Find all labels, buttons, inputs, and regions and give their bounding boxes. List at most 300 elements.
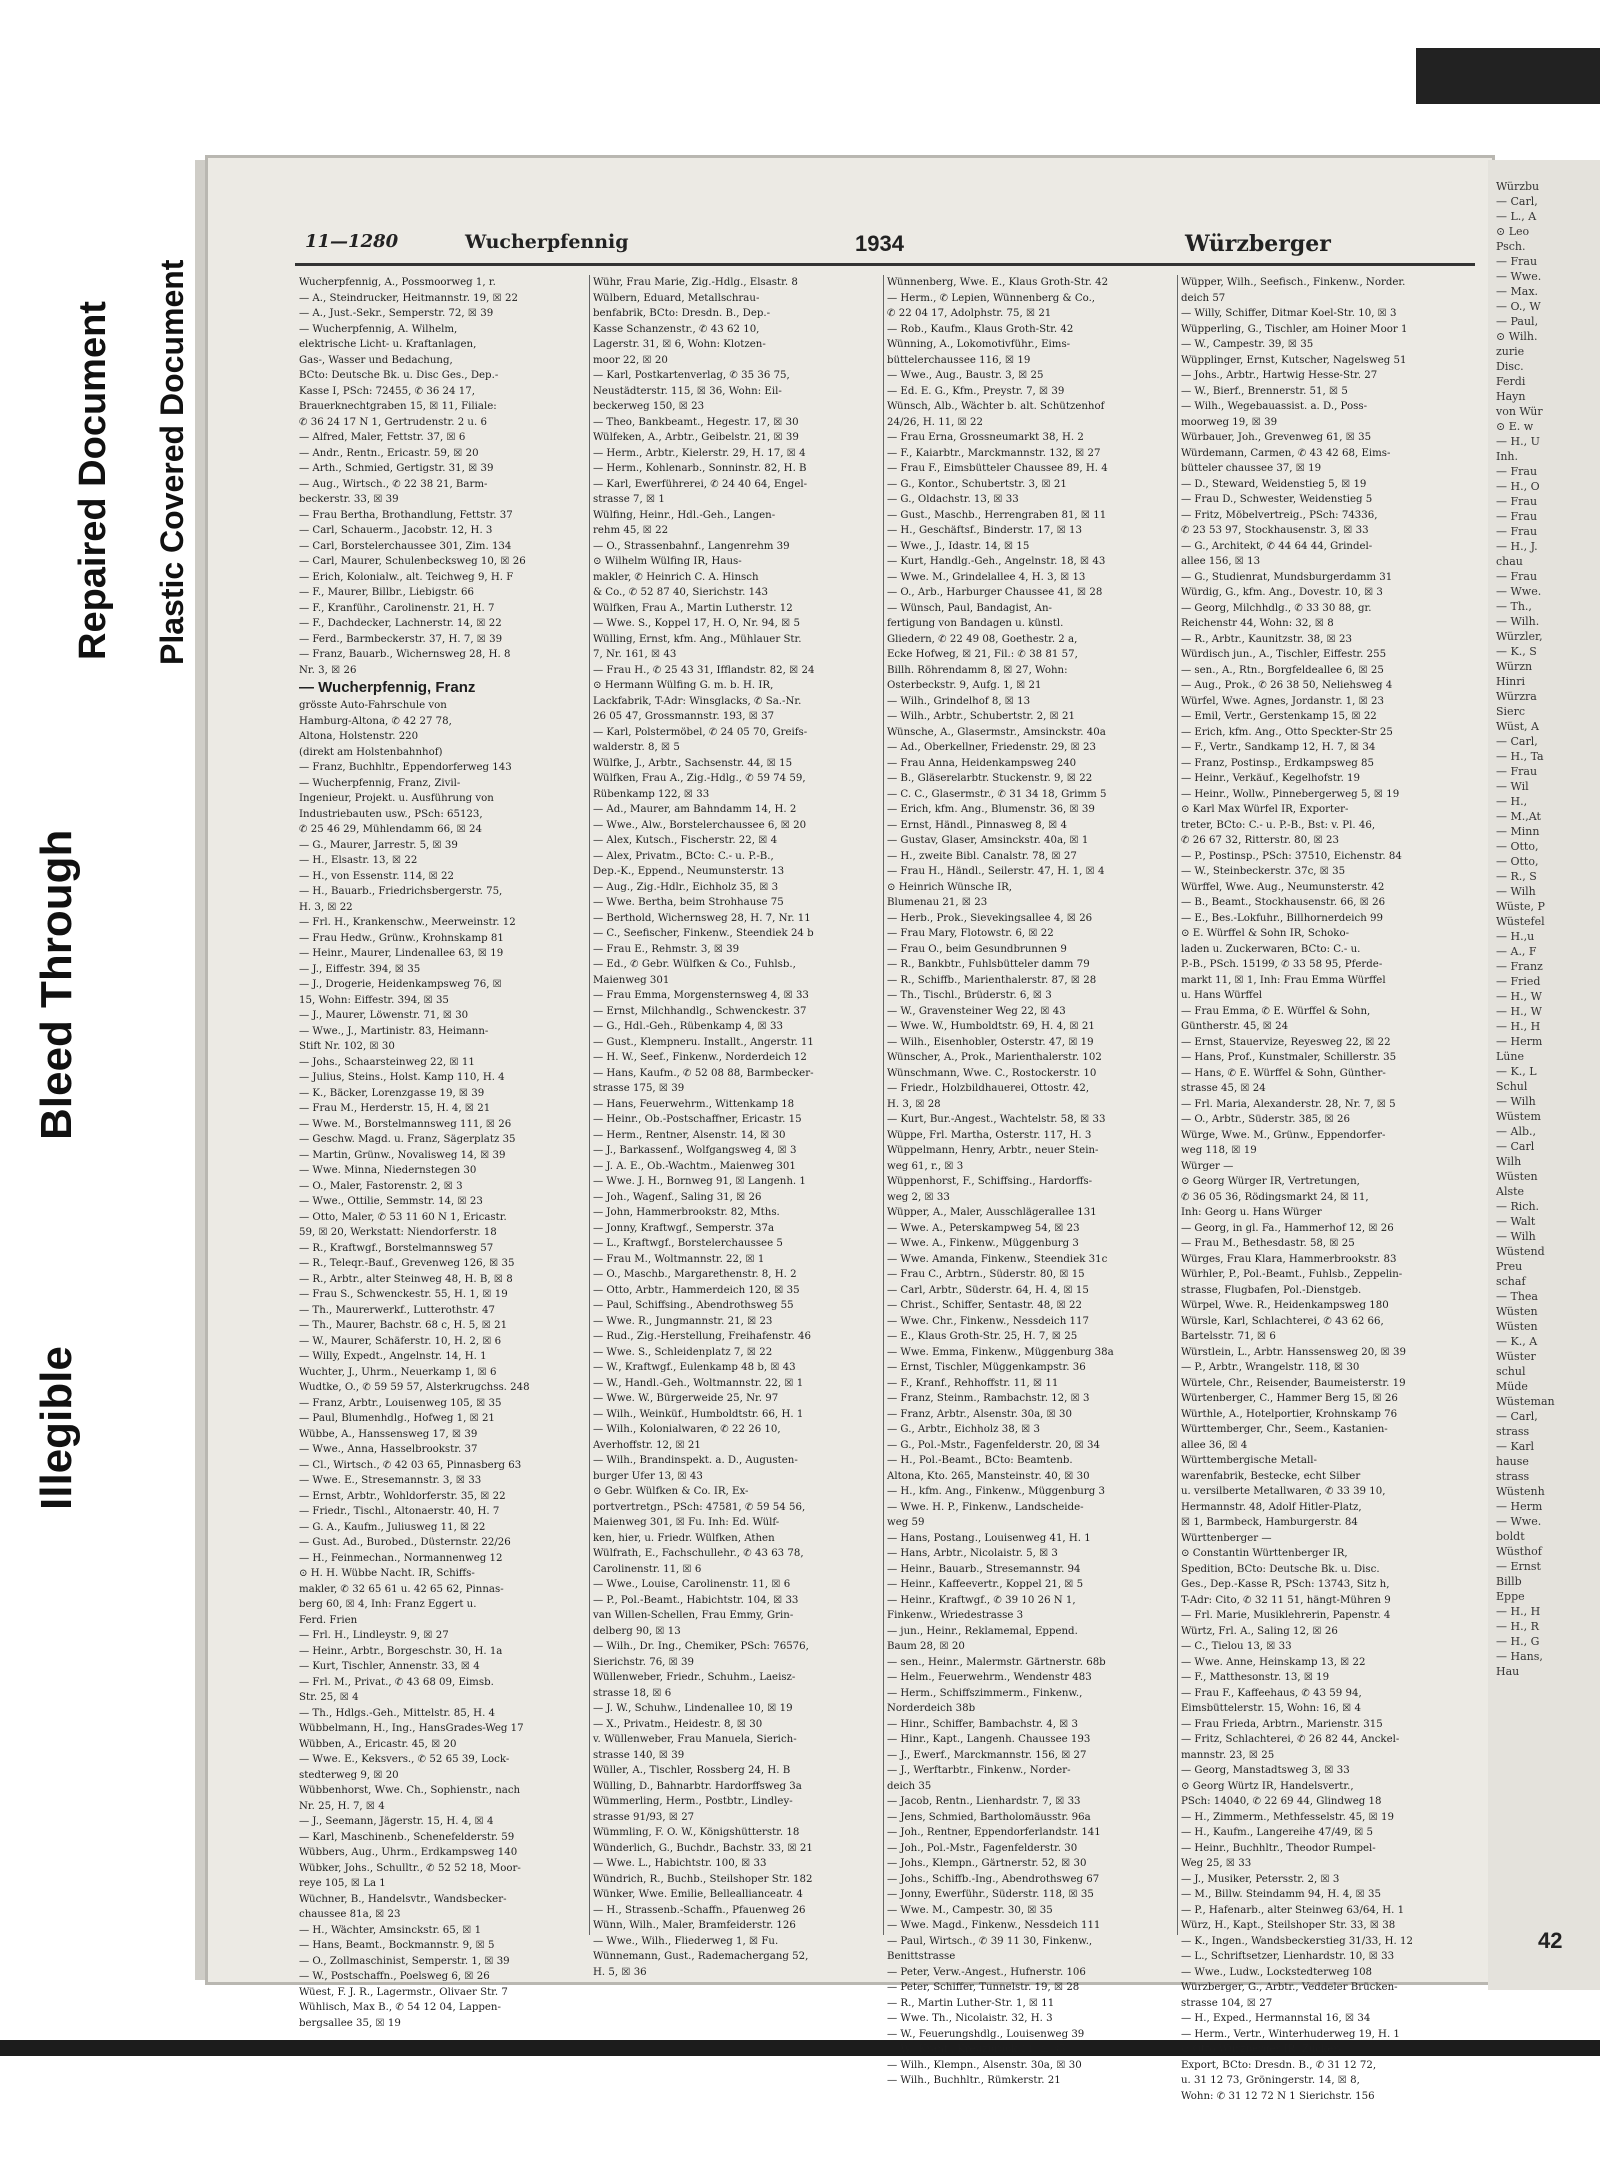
directory-entry-line: — Herm., Vertr., Winterhuderweg 19, H. 1 <box>1181 2028 1400 2040</box>
directory-entry-line: Würthle, A., Hotelportier, Krohnskamp 76 <box>1181 1408 1398 1420</box>
directory-entry-line: — Paul, Blumenhdlg., Hofweg 1, ☒ 21 <box>299 1413 495 1424</box>
directory-entry-line: — H., kfm. Ang., Finkenw., Müggenburg 3 <box>887 1486 1105 1497</box>
directory-entry-line: Kasse I, PSch: 72455, ✆ 36 24 17, <box>299 385 475 397</box>
directory-entry-line: Billh. Röhrendamm 8, ☒ 27, Wohn: <box>887 664 1068 676</box>
directory-entry-line: 7, Nr. 161, ☒ 43 <box>593 649 677 660</box>
directory-entry-line: moor 22, ☒ 20 <box>593 354 668 366</box>
directory-entry-line: Würsle, Karl, Schlachterei, ✆ 43 62 66, <box>1181 1315 1384 1327</box>
adjacent-page-fragment: — Wilh <box>1496 1095 1536 1108</box>
directory-entry-line: — Otto, Maler, ✆ 53 11 60 N 1, Ericastr. <box>299 1211 507 1223</box>
directory-entry-line: ✆ 23 53 97, Stockhausenstr. 3, ☒ 33 <box>1181 525 1369 536</box>
directory-entry-line: ✆ 22 04 17, Adolphstr. 75, ☒ 21 <box>887 308 1052 319</box>
directory-entry-line: — Wwe. Th., Nicolaistr. 32, H. 3 <box>887 2013 1053 2024</box>
directory-entry-line: — F., Dachdecker, Lachnerstr. 14, ☒ 22 <box>299 618 502 629</box>
adjacent-page-fragment: — Otto, <box>1496 840 1539 853</box>
adjacent-page-fragment: — Frau <box>1496 525 1538 538</box>
directory-entry-line: deich 57 <box>1181 292 1226 304</box>
adjacent-page-fragment: — Frau <box>1496 570 1538 583</box>
directory-entry-line: Carolinenstr. 11, ☒ 6 <box>593 1563 702 1575</box>
directory-entry-line: Maienweg 301, ☒ Fu. Inh: Ed. Wülf- <box>593 1517 780 1528</box>
directory-entry-line: — Th., Maurerwerkf., Lutterothstr. 47 <box>299 1304 495 1316</box>
adjacent-page-fragment: — Frau <box>1496 765 1538 778</box>
directory-entry-line: bergsallee 35, ☒ 19 <box>299 2017 401 2029</box>
directory-entry-line: chaussee 81a, ☒ 23 <box>299 1909 401 1920</box>
directory-entry-line: — J., Eiffestr. 394, ☒ 35 <box>299 963 421 975</box>
directory-entry-line: Wülfken, Frau A., Zig.-Hdlg., ✆ 59 74 59, <box>593 773 806 784</box>
directory-entry-line: deich 35 <box>887 1780 932 1792</box>
directory-entry-line: Würffel, Wwe. Aug., Neumunsterstr. 42 <box>1181 881 1385 893</box>
directory-entry-line: — J., Seemann, Jägerstr. 15, H. 4, ☒ 4 <box>299 1816 494 1827</box>
adjacent-page-fragment: Wilh <box>1496 1155 1522 1168</box>
directory-entry-line: Wünschmann, Wwe. C., Rostockerstr. 10 <box>887 1067 1097 1079</box>
directory-entry-line: — F., Matthesonstr. 13, ☒ 19 <box>1181 1672 1330 1683</box>
directory-entry-line: 26 05 47, Grossmannstr. 193, ☒ 37 <box>593 711 775 722</box>
directory-entry-line: Würdemann, Carmen, ✆ 43 42 68, Eims- <box>1181 447 1391 459</box>
directory-entry-line: — Wwe., Wilh., Fliederweg 1, ☒ Fu. <box>593 1935 779 1947</box>
directory-entry-line: — F., Kranführ., Carolinenstr. 21, H. 7 <box>299 602 495 614</box>
directory-entry-line: Str. 25, ☒ 4 <box>299 1692 359 1703</box>
adjacent-page-fragment: schaf <box>1496 1275 1526 1288</box>
adjacent-page-fragment: — H., W <box>1496 990 1542 1003</box>
column-2 <box>593 275 879 1978</box>
directory-entry-line: Wüppenhorst, F., Schiffsing., Hardorffs- <box>887 1176 1093 1187</box>
directory-entry-line: — Alfred, Maler, Fettstr. 37, ☒ 6 <box>299 432 466 443</box>
directory-entry-line: — Karl, Maschinenb., Schenefelderstr. 59 <box>299 1831 515 1843</box>
directory-entry-line: — Friedr., Tischl., Altonaerstr. 40, H. 7 <box>299 1506 500 1517</box>
directory-entry-line: — G., Kontor., Schubertstr. 3, ☒ 21 <box>887 478 1067 490</box>
directory-entry-line: — Hans, Prof., Kunstmaler, Schillerstr. 35 <box>1181 1052 1397 1063</box>
directory-entry-line: beckerstr. 33, ☒ 39 <box>299 494 399 505</box>
directory-entry-line: Eimsbüttelerstr. 15, Wohn: 16, ☒ 4 <box>1181 1703 1362 1714</box>
directory-entry-line: — Franz, Steinm., Rambachstr. 12, ☒ 3 <box>887 1393 1090 1404</box>
directory-entry-line: — Ferd., Barmbeckerstr. 37, H. 7, ☒ 39 <box>299 633 503 645</box>
directory-entry-line: Sierichstr. 76, ☒ 39 <box>593 1656 694 1668</box>
adjacent-page-fragment: — H., R <box>1496 1620 1539 1633</box>
directory-entry-line: Würge, Wwe. M., Grünw., Eppendorfer- <box>1181 1129 1386 1141</box>
directory-entry-line: — Frau Emma, ✆ E. Würffel & Sohn, <box>1181 1005 1371 1017</box>
directory-entry-line: mannstr. 23, ☒ 25 <box>1181 1749 1275 1761</box>
directory-entry-line: — R., Kraftwgf., Borstelmannsweg 57 <box>299 1242 494 1254</box>
directory-entry-line: ⊙ Gebr. Wülfken & Co. IR, Ex- <box>593 1486 749 1497</box>
adjacent-page-fragment: — Frau <box>1496 255 1538 268</box>
directory-entry-line: — Frau E., Rehmstr. 3, ☒ 39 <box>593 943 740 955</box>
directory-entry-line: walderstr. 8, ☒ 5 <box>593 742 680 753</box>
directory-entry-line: Stift Nr. 102, ☒ 30 <box>299 1041 395 1052</box>
directory-entry-line: — Wilh., Grindelhof 8, ☒ 13 <box>887 695 1031 707</box>
adjacent-page-fragment: — Carl, <box>1496 735 1538 748</box>
directory-entry-line: — Gustav, Glaser, Amsinckstr. 40a, ☒ 1 <box>887 835 1089 846</box>
adjacent-page-fragment: — Paul, <box>1496 315 1539 328</box>
directory-entry-line: — Frl. M., Privat., ✆ 43 68 09, Eimsb. <box>299 1676 494 1688</box>
illegible-label: Illegible <box>32 1346 81 1510</box>
directory-entry-line: ⊙ Constantin Württenberger IR, <box>1181 1548 1348 1559</box>
directory-entry-line: 24/26, H. 11, ☒ 22 <box>887 416 983 428</box>
adjacent-page-fragment: Wüstenh <box>1496 1485 1545 1498</box>
directory-entry-line: — Wwe., Aug., Baustr. 3, ☒ 25 <box>887 370 1044 381</box>
directory-entry-line: — Willy, Schiffer, Ditmar Koel-Str. 10, ☒ 3 <box>1181 308 1397 319</box>
adjacent-page-fragment: strass <box>1496 1425 1530 1438</box>
plastic-covered-label: Plastic Covered Document <box>154 259 190 665</box>
directory-entry-line: strasse 18, ☒ 6 <box>593 1687 672 1699</box>
directory-entry-line: Wünnenberg, Wwe. E., Klaus Groth-Str. 42 <box>887 277 1109 288</box>
adjacent-page-fragment: — K., A <box>1496 1335 1538 1348</box>
directory-entry-line: allee 36, ☒ 4 <box>1181 1439 1248 1451</box>
directory-entry-line: — H., Geschäftsf., Binderstr. 17, ☒ 13 <box>887 525 1083 536</box>
directory-entry-line: Blumenau 21, ☒ 23 <box>887 897 988 908</box>
directory-entry-line: Württenberger — <box>1181 1532 1272 1544</box>
directory-entry-line: — Paul, Wirtsch., ✆ 39 11 30, Finkenw., <box>887 1935 1093 1947</box>
adjacent-page-fragment: — Wilh <box>1496 1230 1536 1243</box>
directory-entry-line: Württemberger, Chr., Seem., Kastanien- <box>1181 1424 1388 1435</box>
directory-entry-line: — H., Bauarb., Friedrichsbergerstr. 75, <box>299 886 503 897</box>
directory-entry-line: — Fritz, Schlachterei, ✆ 26 82 44, Anckel- <box>1181 1734 1400 1745</box>
directory-entry-line: — Herm., ✆ Lepien, Wünnenberg & Co., <box>887 292 1096 304</box>
directory-entry-line: — A., Steindrucker, Heitmannstr. 19, ☒ 22 <box>299 292 518 304</box>
directory-entry-line: — Th., Maurer, Bachstr. 68 c, H. 5, ☒ 21 <box>299 1320 508 1331</box>
directory-entry-line: 15, Wohn: Eiffestr. 394, ☒ 35 <box>299 994 449 1006</box>
directory-entry-line: — E., Bes.-Lokfuhr., Billhornerdeich 99 <box>1181 912 1383 924</box>
directory-entry-line: — Wwe. Amanda, Finkenw., Steendiek 31c <box>887 1253 1108 1265</box>
directory-entry-line: warenfabrik, Bestecke, echt Silber <box>1181 1470 1361 1482</box>
directory-entry-line: — H., Zimmerm., Methfesselstr. 45, ☒ 19 <box>1181 1811 1394 1823</box>
directory-entry-line: — Rob., Kaufm., Klaus Groth-Str. 42 <box>887 323 1074 335</box>
directory-entry-line: Ferd. Frien <box>299 1614 358 1626</box>
directory-entry-line: — Wwe. W., Bürgerweide 25, Nr. 97 <box>593 1393 779 1404</box>
header-year: 1934 <box>855 231 904 256</box>
bleed-through-label: Bleed Through <box>32 829 81 1140</box>
adjacent-page-fragment: — Frau <box>1496 465 1538 478</box>
adjacent-page-fragment: — A., F <box>1496 945 1537 958</box>
directory-entry-line: — H., Feinmechan., Normannenweg 12 <box>299 1552 503 1564</box>
directory-entry-line: allee 156, ☒ 13 <box>1181 556 1261 567</box>
directory-entry-line: — Georg, in gl. Fa., Hammerhof 12, ☒ 26 <box>1181 1222 1394 1234</box>
adjacent-page-fragment: — Rich. <box>1496 1200 1540 1213</box>
directory-entry-line: — Frau M., Herderstr. 15, H. 4, ☒ 21 <box>299 1103 491 1114</box>
adjacent-page-fragment: — Thea <box>1496 1290 1538 1303</box>
directory-entry-line: benfabrik, BCto: Dresdn. B., Dep.- <box>593 308 771 319</box>
directory-entry-line: — Franz, Postinsp., Erdkampsweg 85 <box>1181 757 1374 769</box>
directory-entry-line: — Carl, Maurer, Schulenbecksweg 10, ☒ 26 <box>299 556 526 567</box>
directory-entry-line: — H., von Essenstr. 114, ☒ 22 <box>299 870 454 882</box>
adjacent-page-fragment: — H., H <box>1496 1605 1541 1618</box>
directory-entry-line: — Hans, Beamt., Bockmannstr. 9, ☒ 5 <box>299 1940 495 1951</box>
directory-entry-line: beckerweg 150, ☒ 23 <box>593 401 705 412</box>
directory-entry-line: Wünning, A., Lokomotivführ., Eims- <box>887 339 1071 350</box>
directory-entry-line: — Arth., Schmied, Gertigstr. 31, ☒ 39 <box>299 463 494 474</box>
directory-entry-line: — G., Arbtr., Eichholz 38, ☒ 3 <box>887 1424 1041 1435</box>
directory-entry-line: — Alex, Kutsch., Fischerstr. 22, ☒ 4 <box>593 835 778 846</box>
directory-entry-line: — Hans, Postang., Louisenweg 41, H. 1 <box>887 1532 1091 1544</box>
adjacent-page-text <box>1488 160 1600 1680</box>
directory-entry-line: ✆ 36 05 36, Rödingsmarkt 24, ☒ 11, <box>1181 1191 1369 1203</box>
directory-entry-line: Inh: Georg u. Hans Würger <box>1181 1207 1322 1218</box>
adjacent-page-fragment: Wüsten <box>1496 1320 1538 1333</box>
directory-entry-line: 59, ☒ 20, Werkstatt: Niendorferstr. 18 <box>299 1227 497 1238</box>
adjacent-page-fragment: — H., U <box>1496 435 1540 448</box>
directory-entry-line: — Erich, Kolonialw., alt. Teichweg 9, H. F <box>299 571 514 583</box>
directory-entry-line: Wünsch, Alb., Wächter b. alt. Schützenhof <box>887 401 1105 412</box>
directory-entry-line: — Wwe. R., Jungmannstr. 21, ☒ 23 <box>593 1315 773 1327</box>
directory-entry-line: portvertretgn., PSch: 47581, ✆ 59 54 56, <box>593 1501 806 1513</box>
directory-entry-line: — Herm., Rentner, Alsenstr. 14, ☒ 30 <box>593 1129 786 1141</box>
directory-entry-line: — H., Strassenb.-Schaffn., Pfauenweg 26 <box>593 1904 806 1916</box>
adjacent-page-fragment: Lüne <box>1496 1050 1524 1063</box>
directory-entry-line: Maienweg 301 <box>593 974 670 986</box>
directory-entry-line: — Ad., Oberkellner, Friedenstr. 29, ☒ 23 <box>887 742 1096 753</box>
directory-entry-line: — Peter, Schiffer, Tunnelstr. 19, ☒ 28 <box>887 1982 1080 1993</box>
directory-entry-line: Würfel, Wwe. Agnes, Jordanstr. 1, ☒ 23 <box>1181 695 1384 707</box>
adjacent-page-fragment: von Wür <box>1496 405 1543 418</box>
directory-entry-line: — Wwe. S., Koppel 17, H. O, Nr. 94, ☒ 5 <box>593 618 800 629</box>
adjacent-page-fragment: Würzn <box>1496 660 1533 673</box>
adjacent-page-fragment: Würzbu <box>1496 180 1540 193</box>
directory-entry-line: — W., Feuerungshdlg., Louisenweg 39 <box>887 2028 1085 2040</box>
directory-entry-line: strasse 91/93, ☒ 27 <box>593 1811 695 1823</box>
directory-entry-line: — Johs., Schaarsteinweg 22, ☒ 11 <box>299 1056 475 1068</box>
directory-entry-line: — Wucherpfennig, Franz, Zivil- <box>299 777 461 789</box>
directory-entry-line: Wübbers, Aug., Uhrm., Erdkampsweg 140 <box>299 1847 518 1858</box>
directory-entry-line: ✆ 36 24 17 N 1, Gertrudenstr. 2 u. 6 <box>299 416 487 428</box>
directory-entry-line: — Wilh., Klempn., Alsenstr. 30a, ☒ 30 <box>887 2059 1082 2071</box>
directory-entry-line: Würdisch jun., A., Tischler, Eiffestr. 255 <box>1181 649 1387 660</box>
directory-entry-line: — Carl, Schauerm., Jacobstr. 12, H. 3 <box>299 525 493 536</box>
directory-entry-line: Würtz, Frl. A., Saling 12, ☒ 26 <box>1181 1625 1338 1637</box>
header-last-entry: Würzberger <box>1185 231 1331 257</box>
directory-entry-line: — Frau Bertha, Brothandlung, Fettstr. 37 <box>299 509 513 521</box>
directory-entry-line: H. 3, ☒ 22 <box>299 901 353 913</box>
adjacent-page-fragment: hause <box>1496 1455 1529 1468</box>
directory-entry-line: Wübben, A., Ericastr. 45, ☒ 20 <box>299 1738 457 1750</box>
directory-entry-line: — Frau C., Arbtrn., Süderstr. 80, ☒ 15 <box>887 1269 1085 1280</box>
directory-entry-line: — R., Bankbtr., Fuhlsbütteler damm 79 <box>887 959 1090 970</box>
directory-entry-line: — W., Campestr. 39, ☒ 35 <box>1181 339 1314 350</box>
directory-entry-line: ⊙ Wilhelm Wülfing IR, Haus- <box>593 556 742 567</box>
directory-entry-line: — Wwe. M., Campestr. 30, ☒ 35 <box>887 1904 1053 1916</box>
adjacent-page-fragment: Wüsteman <box>1496 1395 1555 1408</box>
directory-entry-line: — Wilh., Dr. Ing., Chemiker, PSch: 76576, <box>593 1641 809 1652</box>
directory-entry-line: — R., Teleqr.-Bauf., Grevenweg 126, ☒ 35 <box>299 1258 515 1269</box>
directory-entry-line: — Franz, Bauarb., Wichernsweg 28, H. 8 <box>299 649 511 660</box>
directory-page <box>205 155 1495 2102</box>
adjacent-page-fragment: — Herm <box>1496 1500 1543 1513</box>
directory-entry-line: — G., Studienrat, Mundsburgerdamm 31 <box>1181 571 1393 583</box>
directory-entry-line: — Frl. H., Krankenschw., Meerweinstr. 12 <box>299 917 516 928</box>
adjacent-page-fragment: Wüstend <box>1496 1245 1545 1258</box>
directory-entry-line: — Wwe. J. H., Bornweg 91, ☒ Langenh. 1 <box>593 1176 806 1187</box>
directory-entry-line: — W., Steinbeckerstr. 37c, ☒ 35 <box>1181 866 1346 877</box>
directory-entry-line: strasse 104, ☒ 27 <box>1181 1997 1273 2009</box>
directory-entry-line: Spedition, BCto: Deutsche Bk. u. Disc. <box>1181 1563 1380 1575</box>
directory-entry-line: — Andr., Rentn., Ericastr. 59, ☒ 20 <box>299 447 479 459</box>
directory-entry-line: — Erich, kfm. Ang., Otto Speckter-Str 25 <box>1181 726 1393 738</box>
adjacent-page-fragment: Wüstem <box>1496 1110 1541 1123</box>
directory-entry-line: Norderdeich 38b <box>887 1703 976 1714</box>
directory-entry-line: — Johs., Arbtr., Hartwig Hesse-Str. 27 <box>1181 370 1378 381</box>
directory-entry-line: Wünscher, A., Prok., Marienthalerstr. 102 <box>887 1052 1102 1063</box>
directory-entry-line: — H., Elsastr. 13, ☒ 22 <box>299 855 418 866</box>
directory-entry-line: — Frau F., Eimsbütteler Chaussee 89, H. 4 <box>887 463 1108 474</box>
directory-entry-line: — Wwe. Bertha, beim Strohhause 75 <box>593 897 784 908</box>
directory-entry-line: — H., Pol.-Beamt., BCto: Beamtenb. <box>887 1455 1073 1466</box>
directory-entry-line: ⊙ E. Würffel & Sohn IR, Schoko- <box>1181 928 1350 939</box>
adjacent-page-fragment: — O., W <box>1496 300 1541 313</box>
directory-entry-line: rehm 45, ☒ 22 <box>593 525 669 536</box>
adjacent-page-fragment: strass <box>1496 1470 1530 1483</box>
directory-entry-line: Kasse Schanzenstr., ✆ 43 62 10, <box>593 323 760 335</box>
adjacent-page-fragment: — Alb., <box>1496 1125 1536 1138</box>
directory-entry-line: — H., Wächter, Amsinckstr. 65, ☒ 1 <box>299 1924 482 1936</box>
adjacent-page-fragment: — Wwe. <box>1496 585 1542 598</box>
directory-entry-line: Wüpperling, G., Tischler, am Hoiner Moor 1 <box>1181 323 1408 335</box>
directory-entry-line: — L., Schriftsetzer, Lienhardstr. 10, ☒ 33 <box>1181 1951 1395 1962</box>
directory-entry-line: — H. W., Seef., Finkenw., Norderdeich 12 <box>593 1052 807 1063</box>
directory-entry-line: u. versilberte Metallwaren, ✆ 33 39 10, <box>1181 1486 1386 1497</box>
directory-entry-line: — Carl, Arbtr., Süderstr. 64, H. 4, ☒ 15 <box>887 1284 1089 1296</box>
directory-entry-line: — Wwe. A., Peterskampweg 54, ☒ 23 <box>887 1222 1080 1234</box>
adjacent-page-fragment: Hinri <box>1496 675 1525 688</box>
directory-entry-line: — G., Architekt, ✆ 44 64 44, Grindel- <box>1181 540 1373 552</box>
directory-entry-line: Finkenw., Wriedestrasse 3 <box>887 1610 1024 1621</box>
adjacent-page-fragment: Alste <box>1496 1185 1525 1198</box>
directory-entry-line: Wülfke, J., Arbtr., Sachsenstr. 44, ☒ 15 <box>593 757 793 769</box>
directory-entry-line: — A., Just.-Sekr., Semperstr. 72, ☒ 39 <box>299 308 494 319</box>
directory-entry-line: — Theo, Bankbeamt., Hegestr. 17, ☒ 30 <box>593 416 799 428</box>
adjacent-page-fragment: — Frau <box>1496 495 1538 508</box>
directory-entry-line: — X., Privatm., Heidestr. 8, ☒ 30 <box>593 1718 763 1730</box>
adjacent-page-fragment: — Franz <box>1496 960 1543 973</box>
column-divider <box>1177 275 1178 1935</box>
directory-entry-line: — Wwe. S., Schleidenplatz 7, ☒ 22 <box>593 1346 773 1358</box>
adjacent-page-fragment: — Wil <box>1496 780 1529 793</box>
directory-entry-line: — J., Maurer, Löwenstr. 71, ☒ 30 <box>299 1010 469 1021</box>
adjacent-page <box>1488 160 1600 1990</box>
directory-entry-line: — H., Exped., Hermannstal 16, ☒ 34 <box>1181 2013 1371 2024</box>
directory-entry-line: Ges., Dep.-Kasse R, PSch: 13743, Sitz h, <box>1181 1579 1390 1590</box>
directory-entry-line: berg 60, ☒ 4, Inh: Franz Eggert u. <box>299 1599 477 1610</box>
directory-entry-line: — Christ., Schiffer, Sentastr. 48, ☒ 22 <box>887 1300 1083 1311</box>
damage-labels <box>28 190 190 1750</box>
directory-entry-line: fertigung von Bandagen u. künstl. <box>887 618 1064 629</box>
directory-entry-line: — D., Steward, Weidenstieg 5, ☒ 19 <box>1181 478 1367 490</box>
directory-entry-line: treter, BCto: C.- u. P.-B., Bst: v. Pl. 46, <box>1181 819 1376 831</box>
adjacent-page-fragment: Hayn <box>1496 390 1526 403</box>
adjacent-page-fragment: zurie <box>1496 345 1525 358</box>
directory-entry-line: — Heinr., Kaffeevertr., Koppel 21, ☒ 5 <box>887 1579 1084 1590</box>
directory-entry-line: weg 118, ☒ 19 <box>1181 1145 1257 1156</box>
directory-entry-line: Würpel, Wwe. R., Heidenkampsweg 180 <box>1181 1300 1389 1311</box>
directory-entry-line: markt 11, ☒ 1, Inh: Frau Emma Würffel <box>1181 974 1386 986</box>
directory-entry-line: — G., Maurer, Jarrestr. 5, ☒ 39 <box>299 839 458 851</box>
header-first-entry: Wucherpfennig <box>465 231 629 253</box>
directory-entry-line: Wüpplinger, Ernst, Kutscher, Nagelsweg 51 <box>1181 354 1407 366</box>
directory-entry-line: Würbauer, Joh., Grevenweg 61, ☒ 35 <box>1181 432 1372 443</box>
directory-entry-line: — sen., A., Rtn., Borgfeldeallee 6, ☒ 25 <box>1181 664 1384 676</box>
directory-entry-line: — Heinr., Kraftwgf., ✆ 39 10 26 N 1, <box>887 1594 1076 1606</box>
directory-entry-line: — O., Maschb., Margarethenstr. 8, H. 2 <box>593 1269 797 1280</box>
directory-entry-line: Würstlein, L., Arbtr. Hanssensweg 20, ☒ 39 <box>1181 1346 1407 1358</box>
directory-entry-line: Wüest, F. J. R., Lagermstr., Olivaer Str. 7 <box>299 1986 508 1998</box>
directory-entry-line: — Frau M., Woltmannstr. 22, ☒ 1 <box>593 1253 765 1265</box>
directory-entry-line: Osterbeckstr. 9, Aufg. 1, ☒ 21 <box>887 680 1042 691</box>
directory-entry-line: grösste Auto-Fahrschule von <box>299 700 447 711</box>
directory-entry-line: — Jens, Schmied, Bartholomäusstr. 96a <box>887 1811 1091 1823</box>
directory-entry-line: — Ernst, Arbtr., Wohldorferstr. 35, ☒ 22 <box>299 1490 506 1502</box>
directory-entry-line: — Joh., Rentner, Eppendorferlandstr. 141 <box>887 1827 1101 1838</box>
directory-entry-line: — Paul, Schiffsing., Abendrothsweg 55 <box>593 1300 794 1311</box>
directory-entry-line: moorweg 19, ☒ 39 <box>1181 416 1278 428</box>
directory-entry-line: — P., Hafenarb., alter Steinweg 63/64, H. 1 <box>1181 1904 1405 1916</box>
directory-entry-line: — Wwe. Magd., Finkenw., Nessdeich 111 <box>887 1920 1101 1931</box>
directory-entry-line: Benittstrasse <box>887 1951 956 1962</box>
directory-entry-line: — C. C., Glasermstr., ✆ 31 34 18, Grimm 5 <box>887 788 1107 800</box>
directory-entry-line: Reichenstr 44, Wohn: 32, ☒ 8 <box>1181 618 1334 629</box>
directory-entry-line: — Wünsch, Paul, Bandagist, An- <box>887 602 1052 614</box>
adjacent-page-fragment: boldt <box>1496 1530 1525 1543</box>
directory-entry-line: Wuchter, J., Uhrm., Neuerkamp 1, ☒ 6 <box>299 1366 497 1378</box>
directory-entry-line: ⊙ Georg Würger IR, Vertretungen, <box>1181 1176 1360 1187</box>
directory-entry-line: Wübker, Johs., Schulltr., ✆ 52 52 18, Moor- <box>299 1862 521 1874</box>
directory-entry-line: Gas-, Wasser und Bedachung, <box>299 354 453 366</box>
directory-entry-line: — Ernst, Händl., Pinnasweg 8, ☒ 4 <box>887 819 1067 831</box>
directory-entry-line: Baum 28, ☒ 20 <box>887 1641 965 1652</box>
directory-entry-line: Güntherstr. 45, ☒ 24 <box>1181 1021 1289 1032</box>
directory-entry-line: strasse 45, ☒ 24 <box>1181 1083 1266 1094</box>
directory-entry-line: — Ernst, Tischler, Müggenkampstr. 36 <box>887 1362 1086 1373</box>
directory-entry-line: — Wwe., Anna, Hasselbrookstr. 37 <box>299 1444 478 1455</box>
directory-entry-line: strasse, Flugbafen, Pol.-Dienstgeb. <box>1181 1284 1362 1296</box>
directory-entry-line: — Hans, ✆ E. Würffel & Sohn, Günther- <box>1181 1067 1386 1079</box>
directory-entry-line: strasse 140, ☒ 39 <box>593 1749 685 1761</box>
directory-entry-line: Wülfrath, E., Fachschullehr., ✆ 43 63 78, <box>593 1548 804 1559</box>
directory-entry-line: weg 2, ☒ 33 <box>887 1191 950 1203</box>
directory-entry-line: — Wilh., Arbtr., Schubertstr. 2, ☒ 21 <box>887 711 1075 722</box>
directory-entry-line: Wünn, Wilh., Maler, Bramfeiderstr. 126 <box>593 1920 796 1931</box>
directory-entry-line: delberg 90, ☒ 13 <box>593 1625 681 1637</box>
directory-entry-line: — Johs., Klempn., Gärtnerstr. 52, ☒ 30 <box>887 1858 1087 1869</box>
directory-entry-line: — J., Drogerie, Heidenkampsweg 76, ☒ <box>299 979 502 990</box>
directory-entry-line: — O., Zollmaschinist, Semperstr. 1, ☒ 39 <box>299 1955 510 1967</box>
directory-entry-line: — J. W., Schuhw., Lindenallee 10, ☒ 19 <box>593 1703 793 1714</box>
directory-entry-line: & Co., ✆ 52 87 40, Sierichstr. 143 <box>593 587 769 598</box>
directory-entry-line: — Hinr., Schiffer, Bambachstr. 4, ☒ 3 <box>887 1718 1079 1730</box>
directory-entry-line: Hamburg-Altona, ✆ 42 27 78, <box>299 715 452 727</box>
directory-entry-line: PSch: 14040, ✆ 22 69 44, Glindweg 18 <box>1181 1796 1382 1807</box>
directory-entry-line: — Rud., Zig.-Herstellung, Freihafenstr. 46 <box>593 1331 811 1342</box>
adjacent-page-fragment: — H., J. <box>1496 540 1538 553</box>
directory-entry-line: Neustädterstr. 115, ☒ 36, Wohn: Eil- <box>593 385 782 397</box>
directory-entry-line: — F., Maurer, Billbr., Liebigstr. 66 <box>299 587 474 598</box>
directory-entry-line: — Wwe., J., Idastr. 14, ☒ 15 <box>887 540 1030 552</box>
directory-entry-line: — F., Kranf., Rehhoffstr. 11, ☒ 11 <box>887 1377 1059 1389</box>
directory-entry-line: P.-B., PSch. 15199, ✆ 33 58 95, Pferde- <box>1181 959 1383 970</box>
directory-entry-line: — Ed. E. G., Kfm., Preystr. 7, ☒ 39 <box>887 385 1065 397</box>
directory-entry-line: — E., Klaus Groth-Str. 25, H. 7, ☒ 25 <box>887 1331 1078 1342</box>
adjacent-page-fragment: — H., H <box>1496 1020 1541 1033</box>
directory-entry-line: — Ernst, Milchhandlg., Schwenckestr. 37 <box>593 1005 807 1017</box>
directory-entry-line: — Frau Mary, Flotowstr. 6, ☒ 22 <box>887 928 1054 939</box>
column-3 <box>887 275 1173 2086</box>
adjacent-page-fragment: — Wwe. <box>1496 270 1542 283</box>
directory-entry-line: — Herm., Schiffszimmerm., Finkenw., <box>887 1687 1083 1699</box>
adjacent-page-fragment: — Wilh. <box>1496 615 1540 628</box>
directory-entry-line: — J., Ewerf., Marckmannstr. 156, ☒ 27 <box>887 1749 1087 1761</box>
directory-entry-line: — Franz, Arbtr., Louisenweg 105, ☒ 35 <box>299 1397 502 1409</box>
directory-entry-line: Wüllenweber, Friedr., Schuhm., Laeisz- <box>593 1672 796 1683</box>
directory-entry-line: Export, BCto: Dresdn. B., ✆ 31 12 72, <box>1181 2059 1377 2071</box>
directory-entry-line: Nr. 25, H. 7, ☒ 4 <box>299 1800 385 1812</box>
directory-entry-line: Ecke Hofweg, ☒ 21, Fil.: ✆ 38 81 57, <box>887 649 1078 660</box>
directory-entry-line: — Kurt, Handlg.-Geh., Angelnstr. 18, ☒ 43 <box>887 556 1106 567</box>
